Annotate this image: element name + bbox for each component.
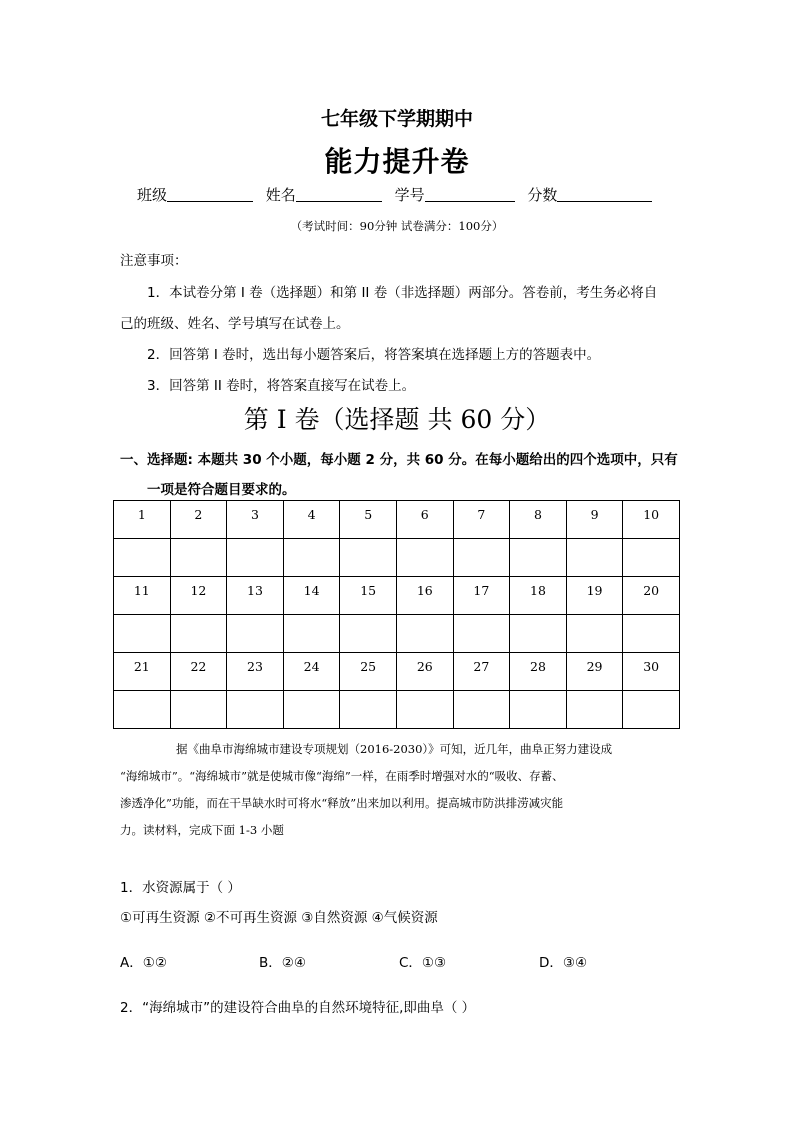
q1-option-c[interactable]: C．①③ — [399, 955, 447, 971]
qnum-cell: 16 — [396, 577, 453, 615]
qnum-cell: 4 — [283, 501, 340, 539]
q1-option-d[interactable]: D．③④ — [539, 955, 588, 971]
answer-cell[interactable] — [453, 539, 510, 577]
q1-option-b[interactable]: B．②④ — [259, 955, 306, 971]
qnum-cell: 18 — [510, 577, 567, 615]
material-line1: 据《曲阜市海绵城市建设专项规划（2016-2030）》可知，近几年，曲阜正努力建设成 — [176, 742, 613, 756]
answer-cell[interactable] — [283, 615, 340, 653]
answer-cell[interactable] — [396, 539, 453, 577]
qnum-cell: 24 — [283, 653, 340, 691]
qnum-cell: 6 — [396, 501, 453, 539]
answer-cell[interactable] — [283, 539, 340, 577]
answer-cell[interactable] — [227, 691, 284, 729]
notice-item1-line2: 己的班级、姓名、学号填写在试卷上。 — [120, 316, 350, 332]
q1-stem: 1．水资源属于（ ） — [120, 880, 241, 896]
qnum-cell: 17 — [453, 577, 510, 615]
qnum-cell: 25 — [340, 653, 397, 691]
answer-cell[interactable] — [623, 615, 680, 653]
answer-cell[interactable] — [170, 691, 227, 729]
qnum-cell: 2 — [170, 501, 227, 539]
qnum-cell: 9 — [566, 501, 623, 539]
title-line1: 七年级下学期期中 — [320, 108, 473, 130]
answer-cell[interactable] — [114, 691, 171, 729]
exam-time-info: （考试时间：90分钟 试卷满分：100分） — [290, 219, 504, 233]
qnum-cell: 27 — [453, 653, 510, 691]
field-label-id: 学号 — [394, 186, 425, 204]
answer-cell[interactable] — [340, 615, 397, 653]
answer-cell[interactable] — [227, 539, 284, 577]
q2-stem: 2．“海绵城市”的建设符合曲阜的自然环境特征,即曲阜（ ） — [120, 1000, 476, 1016]
qnum-cell: 19 — [566, 577, 623, 615]
field-label-score: 分数 — [527, 186, 558, 204]
notice-heading: 注意事项： — [120, 253, 188, 269]
qnum-cell: 21 — [114, 653, 171, 691]
material-line2: “海绵城市”。“海绵城市”就是使城市像“海绵”一样，在雨季时增强对水的“吸收、存蓄、 — [120, 769, 564, 783]
notice-item1-line1: 1．本试卷分第 I 卷（选择题）和第 II 卷（非选择题）两部分。答卷前，考生务必将自 — [147, 285, 658, 301]
answer-cell[interactable] — [114, 539, 171, 577]
answer-cell[interactable] — [510, 615, 567, 653]
class-blank[interactable] — [167, 186, 253, 202]
answer-table-answer-row — [114, 691, 680, 729]
section1-instruction-line1: 一、选择题: 本题共 30 个小题，每小题 2 分，共 60 分。在每小题给出的四个选项中，只有 — [120, 452, 678, 468]
q1-statements: ①可再生资源 ②不可再生资源 ③自然资源 ④气候资源 — [120, 910, 438, 926]
answer-cell[interactable] — [623, 691, 680, 729]
answer-cell[interactable] — [453, 615, 510, 653]
material-line4: 力。读材料，完成下面 1-3 小题 — [120, 823, 284, 837]
answer-cell[interactable] — [283, 691, 340, 729]
answer-cell[interactable] — [340, 539, 397, 577]
qnum-cell: 5 — [340, 501, 397, 539]
field-label-name: 姓名 — [265, 186, 296, 204]
answer-cell[interactable] — [227, 615, 284, 653]
id-blank[interactable] — [425, 186, 515, 202]
answer-cell[interactable] — [396, 615, 453, 653]
q1-option-a[interactable]: A．①② — [120, 955, 167, 971]
qnum-cell: 29 — [566, 653, 623, 691]
qnum-cell: 20 — [623, 577, 680, 615]
answer-cell[interactable] — [340, 691, 397, 729]
qnum-cell: 10 — [623, 501, 680, 539]
section1-instruction-line2: 一项是符合题目要求的。 — [147, 482, 296, 498]
answer-cell[interactable] — [170, 539, 227, 577]
qnum-cell: 15 — [340, 577, 397, 615]
answer-table-number-row — [114, 501, 680, 539]
material-line3: 渗透净化”功能，而在干旱缺水时可将水“释放”出来加以利用。提高城市防洪排涝减灾能 — [120, 796, 564, 810]
qnum-cell: 12 — [170, 577, 227, 615]
notice-item3: 3．回答第 II 卷时，将答案直接写在试卷上。 — [147, 378, 416, 394]
answer-cell[interactable] — [623, 539, 680, 577]
answer-cell[interactable] — [566, 691, 623, 729]
student-info-row — [137, 184, 652, 205]
qnum-cell: 13 — [227, 577, 284, 615]
answer-cell[interactable] — [114, 615, 171, 653]
title-line2: 能力提升卷 — [324, 145, 470, 178]
qnum-cell: 26 — [396, 653, 453, 691]
answer-table-answer-row — [114, 615, 680, 653]
answer-table-answer-row — [114, 539, 680, 577]
answer-table-number-row — [114, 577, 680, 615]
section1-title: 第 I 卷（选择题 共 60 分） — [243, 405, 551, 434]
answer-cell[interactable] — [510, 691, 567, 729]
name-blank[interactable] — [296, 186, 382, 202]
answer-cell[interactable] — [170, 615, 227, 653]
answer-cell[interactable] — [453, 691, 510, 729]
qnum-cell: 28 — [510, 653, 567, 691]
qnum-cell: 23 — [227, 653, 284, 691]
reading-material — [120, 736, 680, 844]
qnum-cell: 30 — [623, 653, 680, 691]
answer-cell[interactable] — [566, 615, 623, 653]
qnum-cell: 3 — [227, 501, 284, 539]
answer-cell[interactable] — [566, 539, 623, 577]
qnum-cell: 11 — [114, 577, 171, 615]
qnum-cell: 8 — [510, 501, 567, 539]
score-blank[interactable] — [557, 186, 652, 202]
answer-table — [113, 500, 680, 729]
qnum-cell: 1 — [114, 501, 171, 539]
qnum-cell: 14 — [283, 577, 340, 615]
field-label-class: 班级 — [137, 186, 168, 204]
qnum-cell: 22 — [170, 653, 227, 691]
qnum-cell: 7 — [453, 501, 510, 539]
answer-cell[interactable] — [396, 691, 453, 729]
answer-cell[interactable] — [510, 539, 567, 577]
answer-table-number-row — [114, 653, 680, 691]
notice-item2: 2．回答第 I 卷时，选出每小题答案后，将答案填在选择题上方的答题表中。 — [147, 347, 601, 363]
